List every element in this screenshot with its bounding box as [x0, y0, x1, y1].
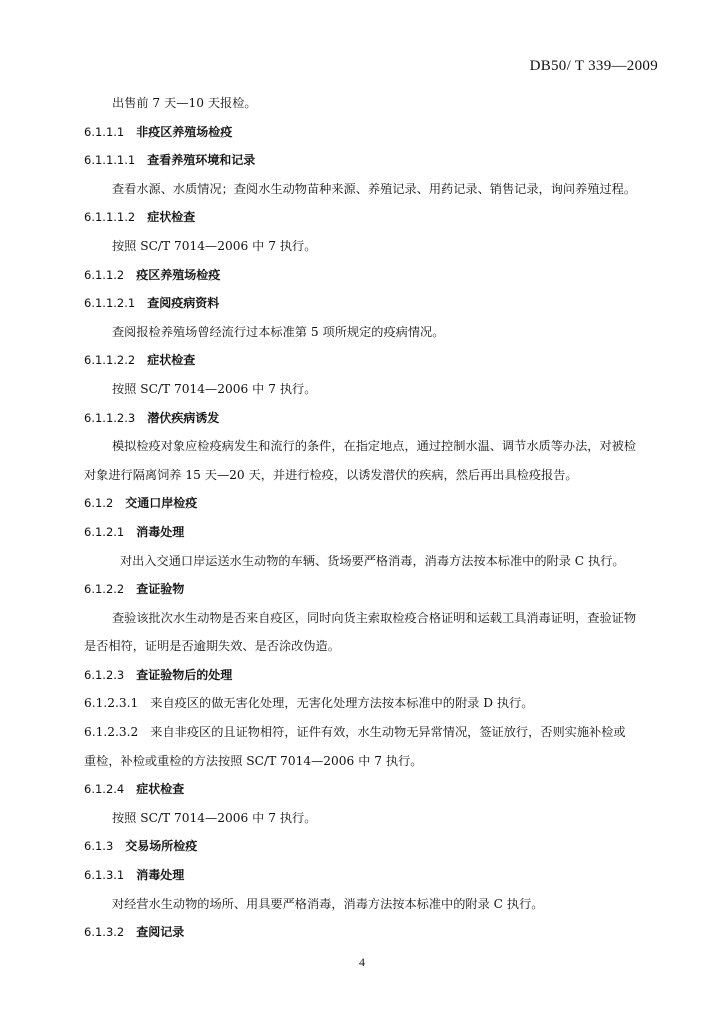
section-number: 6.1.2.2: [84, 582, 125, 597]
section-number: 6.1.1.1.1: [84, 153, 136, 168]
paragraph-line: 出售前 7 天—10 天报检。: [112, 96, 257, 110]
section-number: 6.1.1.2.1: [84, 296, 136, 311]
section-number: 6.1.2.3: [84, 667, 125, 682]
section-number: 6.1.3.1: [84, 868, 125, 883]
section-heading: [84, 261, 664, 290]
section-heading: [84, 832, 664, 861]
section-title: 查证验物后的处理: [136, 667, 233, 682]
section-heading: [84, 146, 664, 175]
section-number: 6.1.2.4: [84, 782, 125, 797]
paragraph-line: 对象进行隔离饲养 15 天—20 天，并进行检疫，以诱发潜伏的疾病，然后再出具检疫报告。: [84, 467, 578, 482]
section-title: 查证验物: [136, 582, 185, 597]
section-title: 症状检查: [147, 353, 196, 368]
section-number: 6.1.1.1: [84, 124, 125, 139]
section-title: 查阅疫病资料: [147, 296, 220, 311]
section-title: 查阅记录: [136, 925, 185, 940]
section-heading: [84, 861, 664, 890]
paragraph-line: 对经营水生动物的场所、用具要严格消毒，消毒方法按本标准中的附录 C 执行。: [112, 896, 544, 911]
section-title: 症状检查: [147, 210, 196, 225]
document-code: DB50/ T 339—2009: [529, 58, 658, 74]
numbered-clause: [84, 689, 664, 718]
clause-number: 6.1.2.3.2: [84, 725, 139, 740]
paragraph-line: 是否相符，证明是否逾期失效、是否涂改伪造。: [84, 639, 340, 654]
section-number: 6.1.1.2: [84, 267, 125, 282]
paragraph-line: 重检，补检或重检的方法按照 SC/T 7014—2006 中 7 执行。: [84, 753, 423, 768]
paragraph-line: 按照 SC/T 7014—2006 中 7 执行。: [112, 810, 317, 825]
paragraph-line: 查阅报检养殖场曾经流行过本标准第 5 项所规定的疫病情况。: [112, 324, 445, 339]
section-title: 查看养殖环境和记录: [147, 153, 256, 168]
paragraph-line: 模拟检疫对象应检疫病发生和流行的条件，在指定地点，通过控制水温、调节水质等办法，对被检: [112, 439, 637, 454]
section-number: 6.1.3.2: [84, 925, 125, 940]
section-title: 交易场所检疫: [125, 839, 198, 854]
section-heading: [84, 489, 664, 518]
section-number: 6.1.1.2.3: [84, 410, 136, 425]
paragraph-line: 对出入交通口岸运送水生动物的车辆、货场要严格消毒，消毒方法按本标准中的附录 C 执行。: [120, 553, 625, 568]
paragraph-line: 按照 SC/T 7014—2006 中 7 执行。: [112, 381, 317, 396]
page-number: 4: [359, 955, 365, 969]
section-title: 消毒处理: [136, 524, 185, 539]
section-heading: [84, 918, 664, 947]
section-title: 潜伏疾病诱发: [147, 410, 220, 425]
section-heading: [84, 289, 664, 318]
section-title: 交通口岸检疫: [125, 496, 198, 511]
numbered-clause: [84, 718, 664, 747]
section-title: 非疫区养殖场检疫: [136, 124, 233, 139]
section-title: 症状检查: [136, 782, 185, 797]
section-heading: [84, 404, 664, 433]
section-title: 消毒处理: [136, 868, 185, 883]
paragraph-line: 按照 SC/T 7014—2006 中 7 执行。: [112, 238, 317, 253]
paragraph-line: 查看水源、水质情况；查阅水生动物苗种来源、养殖记录、用药记录、销售记录，询问养殖过程。: [112, 181, 637, 196]
paragraph-line: 查验该批次水生动物是否来自疫区，同时向货主索取检疫合格证明和运载工具消毒证明，查验证物: [112, 610, 637, 625]
section-heading: [84, 346, 664, 375]
section-heading: [84, 118, 664, 147]
section-number: 6.1.1.1.2: [84, 210, 136, 225]
section-number: 6.1.2.1: [84, 524, 125, 539]
section-title: 疫区养殖场检疫: [136, 267, 221, 282]
section-heading: [84, 518, 664, 547]
section-number: 6.1.3: [84, 839, 114, 854]
section-heading: [84, 203, 664, 232]
section-heading: [84, 775, 664, 804]
clause-number: 6.1.2.3.1: [84, 696, 139, 711]
section-number: 6.1.2: [84, 496, 114, 511]
section-heading: [84, 661, 664, 690]
section-number: 6.1.1.2.2: [84, 353, 136, 368]
clause-text: 来自非疫区的且证物相符，证件有效，水生动物无异常情况，签证放行，否则实施补检或: [150, 725, 626, 740]
document-body: [84, 89, 664, 947]
clause-text: 来自疫区的做无害化处理，无害化处理方法按本标准中的附录 D 执行。: [150, 696, 534, 711]
section-heading: [84, 575, 664, 604]
